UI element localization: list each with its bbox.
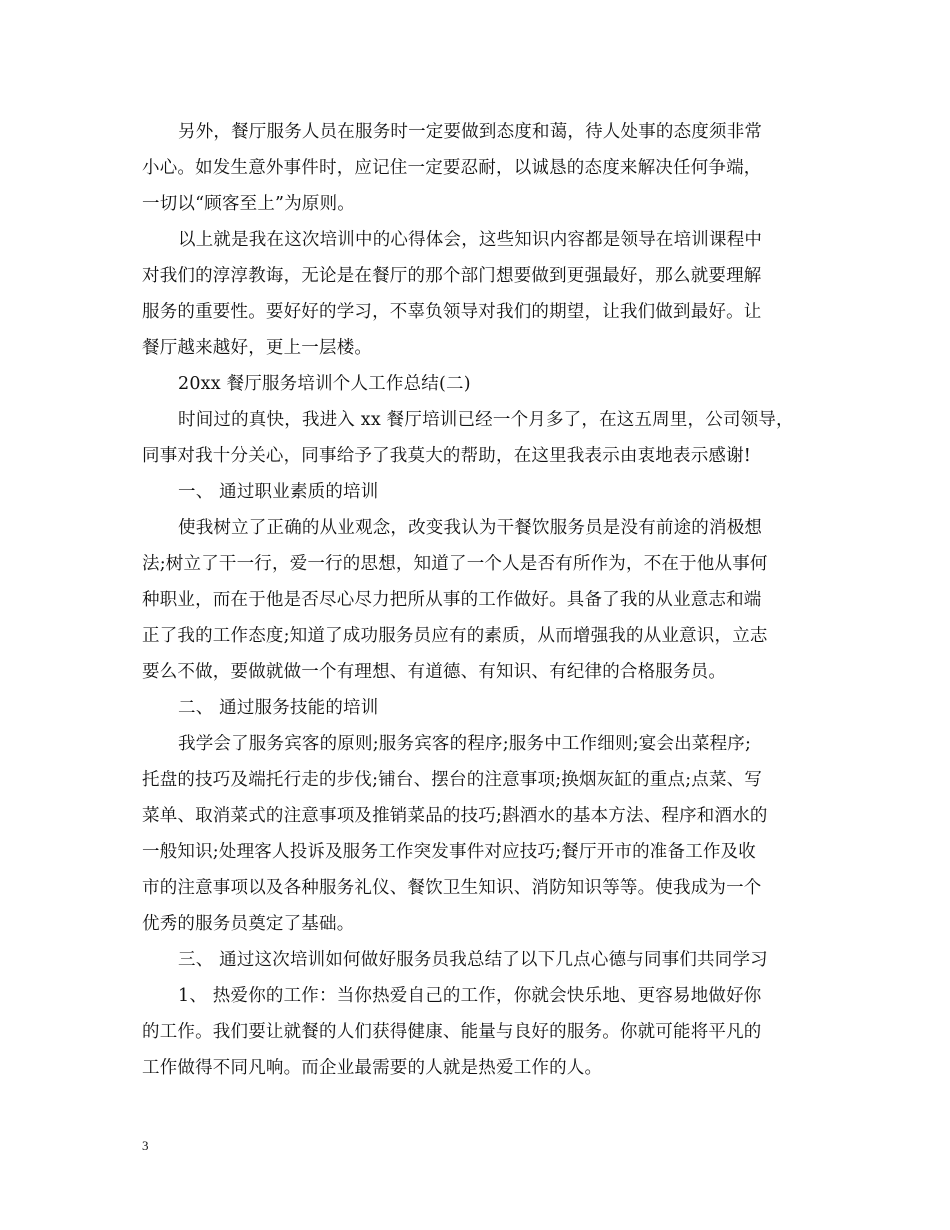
paragraph-line: 托盘的技巧及端托行走的步伐;铺台、摆台的注意事项;换烟灰缸的重点;点菜、写: [142, 770, 763, 790]
paragraph-line: 1、 热爱你的工作：当你热爱自己的工作，你就会快乐地、更容易地做好你: [178, 986, 762, 1006]
paragraph-line: 的工作。我们要让就餐的人们获得健康、能量与良好的服务。你就可能将平凡的: [142, 1022, 762, 1042]
paragraph-line: 以上就是我在这次培训中的心得体会，这些知识内容都是领导在培训课程中: [178, 230, 763, 250]
paragraph-line: 另外，餐厅服务人员在服务时一定要做到态度和蔼，待人处事的态度须非常: [178, 122, 763, 142]
paragraph-line: 我学会了服务宾客的原则;服务宾客的程序;服务中工作细则;宴会出菜程序;: [178, 734, 752, 754]
paragraph-line: 餐厅越来越好，更上一层楼。: [142, 338, 373, 358]
paragraph-line: 法;树立了干一行，爱一行的思想，知道了一个人是否有所作为，不在于他从事何: [142, 554, 768, 574]
paragraph-line: 使我树立了正确的从业观念，改变我认为干餐饮服务员是没有前途的消极想: [178, 518, 763, 538]
paragraph-line: 一切以“顾客至上”为原则。: [142, 194, 355, 214]
subheading-2: 二、 通过服务技能的培训: [178, 698, 379, 718]
paragraph-line: 种职业，而在于他是否尽心尽力把所从事的工作做好。具备了我的从业意志和端: [142, 590, 762, 610]
paragraph-line: 要么不做，要做就做一个有理想、有道德、有知识、有纪律的合格服务员。: [142, 662, 727, 682]
paragraph-line: 市的注意事项以及各种服务礼仪、餐饮卫生知识、消防知识等等。使我成为一个: [142, 878, 762, 898]
paragraph-line: 对我们的淳淳教诲，无论是在餐厅的那个部门想要做到更强最好，那么就要理解: [142, 266, 762, 286]
page-number: 3: [142, 1138, 149, 1153]
paragraph-line: 菜单、取消菜式的注意事项及推销菜品的技巧;斟酒水的基本方法、程序和酒水的: [142, 806, 768, 826]
paragraph-line: 时间过的真快，我进入 xx 餐厅培训已经一个月多了，在这五周里，公司领导，: [178, 410, 794, 430]
paragraph-line: 一般知识;处理客人投诉及服务工作突发事件对应技巧;餐厅开市的准备工作及收: [142, 842, 756, 862]
paragraph-line: 同事对我十分关心，同事给予了我莫大的帮助，在这里我表示由衷地表示感谢!: [142, 446, 752, 466]
section-title: 20xx 餐厅服务培训个人工作总结(二): [178, 374, 471, 394]
paragraph-line: 正了我的工作态度;知道了成功服务员应有的素质，从而增强我的从业意识，立志: [142, 626, 768, 646]
paragraph-line: 服务的重要性。要好好的学习，不辜负领导对我们的期望，让我们做到最好。让: [142, 302, 762, 322]
subheading-1: 一、 通过职业素质的培训: [178, 482, 379, 502]
subheading-3: 三、 通过这次培训如何做好服务员我总结了以下几点心德与同事们共同学习: [178, 950, 768, 970]
paragraph-line: 小心。如发生意外事件时，应记住一定要忍耐，以诚恳的态度来解决任何争端，: [142, 158, 762, 178]
paragraph-line: 工作做得不同凡响。而企业最需要的人就是热爱工作的人。: [142, 1058, 603, 1078]
paragraph-line: 优秀的服务员奠定了基础。: [142, 914, 355, 934]
